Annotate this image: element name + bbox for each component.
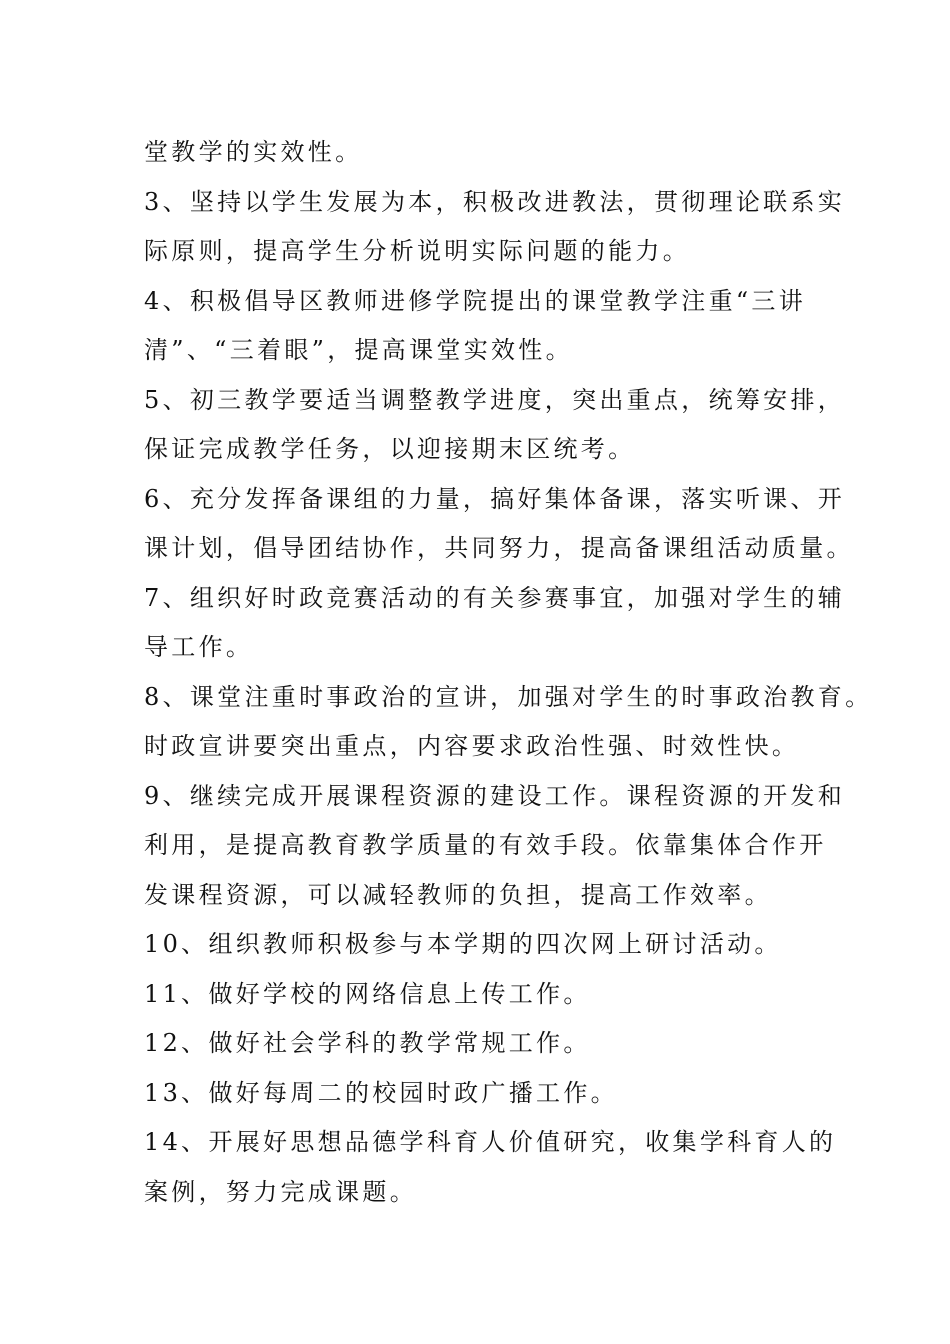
text-line: 利用，是提高教育教学质量的有效手段。依靠集体合作开 <box>144 831 827 859</box>
text-line: 13、做好每周二的校园时政广播工作。 <box>144 1078 618 1107</box>
document-body <box>144 128 873 1217</box>
text-line: 际原则，提高学生分析说明实际问题的能力。 <box>144 237 690 265</box>
text-line: 8、课堂注重时事政治的宣讲，加强对学生的时事政治教育。 <box>144 682 873 711</box>
text-line: 5、初三教学要适当调整教学进度，突出重点，统筹安排， <box>144 385 846 414</box>
text-line: 3、坚持以学生发展为本，积极改进教法，贯彻理论联系实 <box>144 187 846 216</box>
text-line: 清”、“三着眼”，提高课堂实效性。 <box>144 336 573 364</box>
text-line: 案例，努力完成课题。 <box>144 1177 417 1206</box>
text-line: 12、做好社会学科的教学常规工作。 <box>144 1029 591 1057</box>
text-line: 11、做好学校的网络信息上传工作。 <box>144 979 591 1008</box>
text-line: 堂教学的实效性。 <box>144 138 363 166</box>
text-line: 14、开展好思想品德学科育人价值研究，收集学科育人的 <box>144 1128 837 1156</box>
text-line: 6、充分发挥备课组的力量，搞好集体备课，落实听课、开 <box>144 484 846 513</box>
text-line: 4、积极倡导区教师进修学院提出的课堂教学注重“三讲 <box>144 286 807 315</box>
text-line: 7、组织好时政竞赛活动的有关参赛事宜，加强对学生的辅 <box>144 583 846 612</box>
text-line: 导工作。 <box>144 633 254 661</box>
text-line: 10、组织教师积极参与本学期的四次网上研讨活动。 <box>144 930 782 958</box>
text-line: 时政宣讲要突出重点，内容要求政治性强、时效性快。 <box>144 732 800 760</box>
text-line: 保证完成教学任务，以迎接期末区统考。 <box>144 435 636 463</box>
text-line: 发课程资源，可以减轻教师的负担，提高工作效率。 <box>144 880 772 909</box>
text-line: 9、继续完成开展课程资源的建设工作。课程资源的开发和 <box>144 781 846 810</box>
text-line: 课计划，倡导团结协作，共同努力，提高备课组活动质量。 <box>144 534 854 562</box>
